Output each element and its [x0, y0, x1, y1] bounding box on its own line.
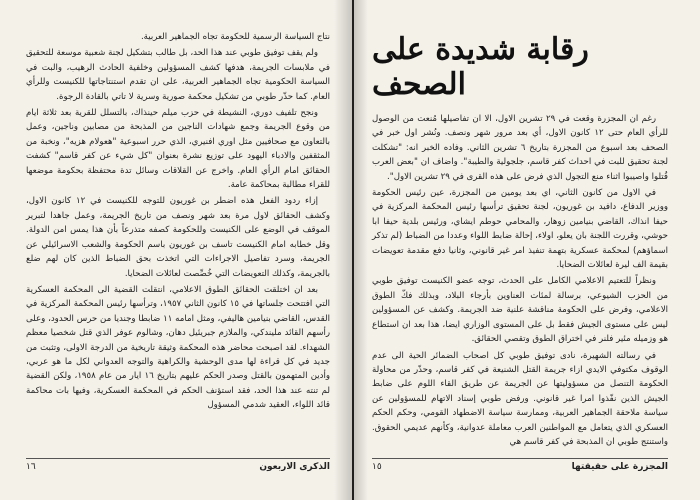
right-paragraph-3: ونظراً للتعتيم الاعلامي الكامل على الحدث، توجه عضو الكنيست توفيق طوبي من الحزب الشيوعي، برسالة لمئات العناوين بأرجاء البلاد، وبذلك فكّ الطوق الاعلامي، وفرض على الحكومة مناقشة علنية ضد الجريمة. وكشف عن المسؤولين ليس على مستوى الجيش فقط بل على المستوى الوزاري ايضا، هذا بعد ان استطاع هو وزميله مئير فلنر في اختراق الطوق وتقصي الحقائق. [372, 276, 668, 345]
right-page [354, 0, 700, 500]
left-paragraph-4: إزاء ردود الفعل هذه اضطر بن غوريون للتوجه للكنيست في ١٢ كانون الاول، وكشف الحقائق لاول مرة بعد شهر ونصف من تاريخ الجريمة، وعمل جاهدا لتبرير الموقف في الوضع على الكنيست وللحكومة كصفه متذرعاً بأن هذا يمس امن الدولة. وقل خطابه امام الكنيست تاسف بن غوريون باسم الحكومة والشعب الاسرائيلي عن الجريمة، وسرد تفاصيل الاجراءات التي اتخذت بحق الضباط الذين كان لهم ضلع بالجريمة، وكذلك التعويضات التي خُصِّصت لعائلات الضحايا. [26, 196, 330, 279]
left-paragraph-3: ونجح تلفيف دوري، النشيطة في حزب ميلم حينذاك، بالتسلل للقرية بعد ثلاثة ايام من وقوع الجريمة وجمع شهادات الناجين من المذبحة من مصابين وناجين، وعمل بالتعاون مع صحافيين مثل اوري افنيري، الذي حرر اسبوعية "هعولام هزيه"، ونخبة من المثقفين والادباء اليهود على توزيع نشرة بعنوان "كل شيء عن كفر قاسم" كشفت الحقائق امام الرأي العام. واخرج عن القلاقات وسائل تدة محتفظة بحكومة موضعها للقراء مطالبة بمحاكمة عامة. [26, 108, 330, 191]
left-paragraph-5: بعد ان اختلقت الحقائق الطوق الاعلامي، انتقلت القضية الى المحكمة العسكرية التي افتتحت جلساتها في ١٥ كانون الثاني ١٩٥٧، وترأسها رئيس المحكمة المركزية في القدس، القاضي بنيامين هاليفي، ومثل امامه ١١ ضابطا وجنديا من حرس الحدود، وعلى رأسهم القائد مليندكي، والملازم جبريئيل دهان، وشالوم عوفر الذي قتل شخصيا معظم الشهداء. لقد اصبحت محاضر هذه المحكمة وثيقة تاريخية من الدرجة الاولى، وتثبت من جديد في كل قراءة لها مدى الوحشية والكراهية والتوجه العدواني لكل ما هو عربي، وأدين المتهمون بالقتل وصدر الحكم عليهم بتاريخ ١٦ ايار من عام ١٩٥٨، ولكن القضية لم تنته عند هذا الحد، فقد استؤنف الحكم في المحكمة العسكرية، وفيها بات محاكمة قائد اللواء، العقيد شدمي المسؤول [26, 284, 331, 411]
left-paragraph-1: نتاج السياسة الرسمية للحكومة تجاه الجماهير العربية. [140, 32, 330, 42]
right-paragraph-1: رغم ان المجزرة وقعت في ٢٩ تشرين الاول، الا ان تفاصيلها مُنعت من الوصول للرأي العام حتى ١٢ كانون الاول، أي بعد مرور شهر ونصف. ونُشر اول خبر في الصحف بعد اسبوع من المجزرة بتاريخ ٦ تشرين الثاني. وفاده الخبر انه: "تشكلت لجنة تحقيق للبت في احداث كفر قاسم، جلجولية والطيبة". واضاف ان "بعض العرب قُتلوا واصيبوا اثناء منع التجول الذي فرض على هذه القرى في ٢٩ تشرين الاول". [372, 114, 669, 182]
left-footer-title: الذكرى الاربعون [259, 462, 330, 472]
right-page-footer [372, 458, 668, 478]
right-paragraph-4: في رسالته الشهيرة، نادى توفيق طوبي كل اصحاب الضمائر الحية الى عدم الوقوف مكتوفي الايدي ازاء جريمة القتل الشنيعة في كفر قاسم، وحذّر من محاولة الحكومة التنصل من مسؤوليتها عن الجريمة عن طريق القاء اللوم على ضابط الجيش الذين نفّذوا امرا غير قانوني. ورفض طوبي إسناد الاتهام للمسؤولين عن سياسة ملاحقة الجماهير العربية، وممارسة سياسة الاضطهاد القومي، وحكم الحكم العسكري الذي يتعامل مع المواطنين العرب معاملة عدوانية، وكأنهم عديمي الحقوق. واستنتج طوبي ان المذبحة في كفر قاسم هي [372, 350, 668, 447]
left-page-footer [26, 458, 330, 478]
section-title: رقابة شديدة على الصحف [372, 32, 589, 102]
left-page-number: ١٦ [26, 462, 36, 472]
right-paragraph-2: في الاول من كانون الثاني، اي بعد يومين من المجزرة، عين رئيس الحكومة ووزير الدفاع، دافيد بن غوريون، لجنة تحقيق ترأسها رئيس المحكمة المركزية في حيفا انذاك، القاضي بنيامين زوهار، والمحامي حوطم ايشاي، ورئيس بلدية حيفا ابا حوشي، وقررت اللجنة بان يعلو، اولاء، إحالة ضابط اللواء وعددا من الضباط (لم تذكر اسماؤهم) لمحكمة عسكرية بتهمة تنفيذ امر غير قانوني، وثانيا دفع مقدمة تعويضات بقيمة الف ليرة لعائلات الضحايا. [372, 188, 668, 271]
right-footer-title: المجزرة على حقيقتها [571, 462, 668, 472]
left-paragraph-2: ولم يقف توفيق طوبي عند هذا الحد، بل طالب بتشكيل لجنة شعبية موسعة للتحقيق في ملابسات الجريمة، هدفها كشف المسؤولين وخلفية الحادث الرهيب، والبت في السياسة الحكومية تجاه الجماهير العربية، على ان تقدم استنتاجاتها للكنيست وللرأي العام. كما حذّر طوبي من تشكيل محكمة صورية وسرية لا تاتي بالقادة الرجوة. [26, 48, 330, 102]
gutter-shadow [334, 0, 352, 500]
right-page-number: ١٥ [372, 462, 382, 472]
gutter-shadow [354, 0, 368, 500]
